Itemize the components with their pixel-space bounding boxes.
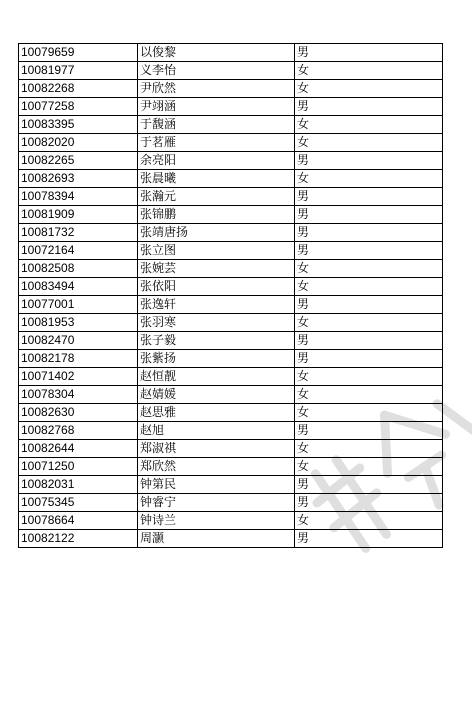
gender-cell: 男 [295,350,443,368]
table-row [19,422,443,440]
table-row [19,476,443,494]
student-id-cell: 10075345 [19,494,138,512]
table-row [19,458,443,476]
student-id-cell: 10083494 [19,278,138,296]
student-name-cell: 赵旭 [138,422,295,440]
student-id-cell: 10082268 [19,80,138,98]
gender-cell: 女 [295,458,443,476]
student-id-cell: 10082031 [19,476,138,494]
student-id-cell: 10079659 [19,44,138,62]
gender-cell: 女 [295,116,443,134]
student-id-cell: 10082630 [19,404,138,422]
student-id-cell: 10077001 [19,296,138,314]
table-row [19,494,443,512]
gender-cell: 女 [295,260,443,278]
gender-cell: 女 [295,278,443,296]
table-row [19,134,443,152]
student-id-cell: 10082020 [19,134,138,152]
gender-cell: 男 [295,206,443,224]
student-id-cell: 10082265 [19,152,138,170]
gender-cell: 女 [295,512,443,530]
table-row [19,152,443,170]
gender-cell: 男 [295,422,443,440]
gender-cell: 男 [295,476,443,494]
gender-cell: 男 [295,242,443,260]
gender-cell: 男 [295,332,443,350]
student-id-cell: 10078304 [19,386,138,404]
table-row [19,278,443,296]
student-name-cell: 张瀚元 [138,188,295,206]
table-row [19,98,443,116]
student-name-cell: 钟诗兰 [138,512,295,530]
gender-cell: 女 [295,440,443,458]
student-id-cell: 10082470 [19,332,138,350]
student-name-cell: 郑欣然 [138,458,295,476]
table-row [19,170,443,188]
gender-cell: 女 [295,80,443,98]
student-name-cell: 赵恒靓 [138,368,295,386]
student-id-cell: 10078664 [19,512,138,530]
student-name-cell: 赵思雅 [138,404,295,422]
table-row [19,188,443,206]
student-id-cell: 10082693 [19,170,138,188]
gender-cell: 女 [295,386,443,404]
gender-cell: 男 [295,494,443,512]
student-name-cell: 张羽寒 [138,314,295,332]
gender-cell: 女 [295,62,443,80]
table-row [19,80,443,98]
student-name-cell: 余亮阳 [138,152,295,170]
student-id-cell: 10082122 [19,530,138,548]
table-row [19,116,443,134]
table-row [19,44,443,62]
student-name-cell: 以俊黎 [138,44,295,62]
student-id-cell: 10081909 [19,206,138,224]
table-row [19,62,443,80]
student-name-cell: 钟第民 [138,476,295,494]
gender-cell: 男 [295,188,443,206]
student-name-cell: 钟睿宁 [138,494,295,512]
table-row [19,368,443,386]
gender-cell: 男 [295,224,443,242]
student-name-cell: 赵婧媛 [138,386,295,404]
table-row [19,404,443,422]
student-id-cell: 10071250 [19,458,138,476]
table-row [19,530,443,548]
student-id-cell: 10081953 [19,314,138,332]
student-id-cell: 10082768 [19,422,138,440]
student-id-cell: 10082508 [19,260,138,278]
table-row [19,206,443,224]
student-name-cell: 张依阳 [138,278,295,296]
gender-cell: 男 [295,152,443,170]
student-id-cell: 10081977 [19,62,138,80]
table-row [19,332,443,350]
table-row [19,314,443,332]
student-id-cell: 10082178 [19,350,138,368]
student-name-cell: 于馥涵 [138,116,295,134]
table-row [19,260,443,278]
roster-body [19,44,443,548]
roster-table [18,43,443,548]
student-id-cell: 10082644 [19,440,138,458]
gender-cell: 男 [295,530,443,548]
gender-cell: 女 [295,314,443,332]
table-row [19,224,443,242]
table-row [19,386,443,404]
student-name-cell: 于茗雁 [138,134,295,152]
student-name-cell: 张子毅 [138,332,295,350]
student-name-cell: 张靖唐扬 [138,224,295,242]
table-row [19,242,443,260]
student-id-cell: 10072164 [19,242,138,260]
student-id-cell: 10078394 [19,188,138,206]
student-id-cell: 10077258 [19,98,138,116]
student-name-cell: 尹欣然 [138,80,295,98]
student-id-cell: 10071402 [19,368,138,386]
student-name-cell: 张锦鹏 [138,206,295,224]
gender-cell: 男 [295,44,443,62]
gender-cell: 男 [295,98,443,116]
table-row [19,512,443,530]
student-name-cell: 张逸轩 [138,296,295,314]
student-name-cell: 郑淑祺 [138,440,295,458]
table-row [19,440,443,458]
student-id-cell: 10081732 [19,224,138,242]
gender-cell: 女 [295,368,443,386]
gender-cell: 女 [295,170,443,188]
student-name-cell: 义李怡 [138,62,295,80]
student-name-cell: 周灏 [138,530,295,548]
student-name-cell: 张婉芸 [138,260,295,278]
student-id-cell: 10083395 [19,116,138,134]
student-name-cell: 张紫扬 [138,350,295,368]
table-row [19,296,443,314]
table-row [19,350,443,368]
student-name-cell: 张立图 [138,242,295,260]
gender-cell: 女 [295,404,443,422]
gender-cell: 男 [295,296,443,314]
gender-cell: 女 [295,134,443,152]
student-name-cell: 张晨曦 [138,170,295,188]
student-name-cell: 尹翊涵 [138,98,295,116]
